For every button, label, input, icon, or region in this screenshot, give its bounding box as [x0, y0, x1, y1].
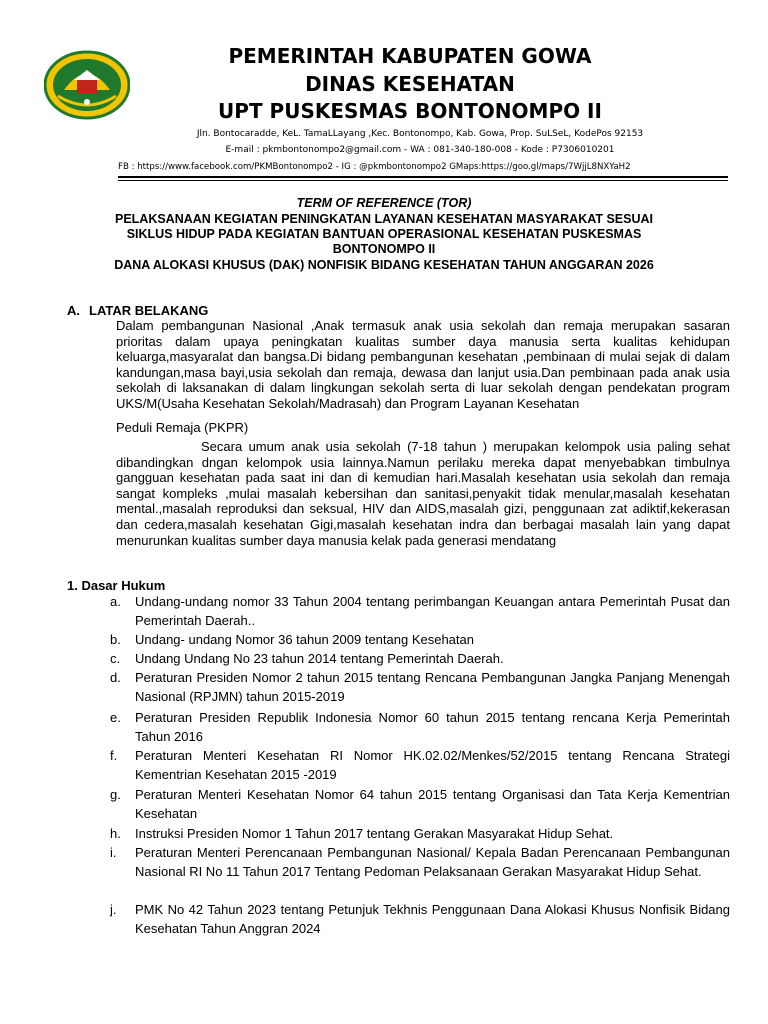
item-letter: b.: [110, 632, 121, 647]
item-letter: e.: [110, 710, 121, 725]
item-text: Undang- undang Nomor 36 tahun 2009 tentang Kesehatan: [135, 632, 474, 647]
legal-basis-item: [110, 668, 730, 706]
legal-basis-item: [110, 708, 730, 746]
item-letter: c.: [110, 651, 121, 666]
section-title: LATAR BELAKANG: [89, 303, 209, 318]
legal-basis-item: [110, 592, 730, 630]
item-letter: i.: [110, 845, 117, 860]
document-title-line: BONTONOMPO II: [332, 242, 436, 256]
document-title-line: DANA ALOKASI KHUSUS (DAK) NONFISIK BIDANG KESEHATAN TAHUN ANGGARAN 2026: [114, 258, 654, 272]
legal-basis-heading: 1. Dasar Hukum: [67, 578, 166, 593]
government-name: PEMERINTAH KABUPATEN GOWA: [228, 44, 592, 68]
puskesmas-name: UPT PUSKESMAS BONTONOMPO II: [218, 99, 602, 123]
gowa-emblem-logo: [44, 50, 130, 120]
item-text: Peraturan Menteri Kesehatan Nomor 64 tahun 2015 tentang Organisasi dan Tata Kerja Kementrian Kesehatan: [135, 787, 730, 821]
item-letter: j.: [110, 902, 117, 917]
legal-basis-item: [110, 785, 730, 823]
office-contact: E-mail : pkmbontonompo2@gmail.com - WA : 081-340-180-008 - Kode : P7306010201: [225, 145, 615, 155]
background-paragraph: Secara umum anak usia sekolah (7-18 tahun ) merupakan kelompok usia paling sehat dibandingkan dngan kelompok usia lainnya.Namun perilaku mereka dapat menyebabkan timbulnya gangguan kesehatan pada saat ini dan di kemudian hari.Masalah kesehatan usia sekolah dan remaja sangat kompleks ,mulai masalah kebersihan dan sanitasi,penyakit tidak menular,masalah kesehatan mental.,masalah reproduksi dan seksual, HIV dan AIDS,masalah gizi, penggunaan zat adiktif,kekerasan dan cedera,masalah kesehatan Gigi,masalah kesehatan indra dan berbagai masalah lain yang dapat menurunkan kualitas sumber daya manusia kelak pada generasi mendatang: [116, 439, 730, 548]
item-text: Undang-undang nomor 33 Tahun 2004 tentang perimbangan Keuangan antara Pemerintah Pusat dan Pemerintah Daerah..: [135, 594, 730, 628]
item-text: Peraturan Menteri Kesehatan RI Nomor HK.02.02/Menkes/52/2015 tentang Rencana Strategi Kementrian Kesehatan 2015 -2019: [135, 748, 730, 782]
legal-basis-item: [110, 649, 730, 668]
item-letter: f.: [110, 748, 118, 763]
legal-basis-item: [110, 630, 730, 649]
item-letter: a.: [110, 594, 121, 609]
item-text: Instruksi Presiden Nomor 1 Tahun 2017 tentang Gerakan Masyarakat Hidup Sehat.: [135, 826, 614, 841]
document-title-line: SIKLUS HIDUP PADA KEGIATAN BANTUAN OPERASIONAL KESEHATAN PUSKESMAS: [126, 227, 642, 241]
section-letter: A.: [67, 303, 80, 318]
office-address: Jln. Bontocaradde, KeL. TamaLLayang ,Kec. Bontonompo, Kab. Gowa, Prop. SuLSeL, KodePos 92153: [196, 129, 644, 139]
item-letter: h.: [110, 826, 121, 841]
item-text: PMK No 42 Tahun 2023 tentang Petunjuk Tekhnis Penggunaan Dana Alokasi Khusus Nonfisik Bidang Kesehatan Tahun Anggran 2024: [135, 902, 730, 936]
office-social-links: FB : https://www.facebook.com/PKMBontonompo2 - IG : @pkmbontonompo2 GMaps:https://goo.gl/maps/7WjjL8NXYaH2: [118, 162, 631, 172]
legal-basis-item: [110, 824, 730, 843]
legal-basis-item: [110, 746, 730, 784]
header-divider-thick: [118, 176, 728, 178]
background-paragraph: Peduli Remaja (PKPR): [116, 420, 249, 435]
legal-basis-item: [110, 843, 730, 881]
background-paragraph: Dalam pembangunan Nasional ,Anak termasuk anak usia sekolah dan remaja merupakan sasaran prioritas dalam upaya peningkatan kualitas sumber daya manusia serta kualitas kehidupan keluarga,masyaralat dan bangsa.Di bidang pembangunan kesehatan ,pembinaan di mulai sejak di dalam kandungan,masa bayi,usia sekolah dan remaja, dewasa dan lanjut usia.Dan pembinaan pada anak usia sekolah di laksanakan di dalam lingkungan sekolah serta di luar sekolah dengan pendekatan program UKS/M(Usaha Kesehatan Sekolah/Madrasah) dan Program Layanan Kesehatan: [116, 318, 730, 411]
item-text: Peraturan Presiden Nomor 2 tahun 2015 tentang Rencana Pembangunan Jangka Panjang Menengah Nasional (RPJMN) tahun 2015-2019: [135, 670, 730, 704]
item-letter: d.: [110, 670, 121, 685]
item-text: Undang Undang No 23 tahun 2014 tentang Pemerintah Daerah.: [135, 651, 504, 666]
item-letter: g.: [110, 787, 121, 802]
item-text: Peraturan Menteri Perencanaan Pembangunan Nasional/ Kepala Badan Perencanaan Pembangunan Nasional RI No 11 Tahun 2017 Tentang Pedoman Pelaksanaan Gerakan Masyarakat Hidup Sehat.: [135, 845, 730, 879]
document-title-line: PELAKSANAAN KEGIATAN PENINGKATAN LAYANAN KESEHATAN MASYARAKAT SESUAI: [114, 212, 653, 226]
legal-basis-item: [110, 900, 730, 938]
department-name: DINAS KESEHATAN: [305, 72, 515, 96]
header-divider-thin: [118, 180, 728, 181]
section-a-heading: [67, 303, 208, 318]
tor-label: TERM OF REFERENCE (TOR): [296, 196, 472, 210]
item-text: Peraturan Presiden Republik Indonesia Nomor 60 tahun 2015 tentang rencana Kerja Pemerintah Tahun 2016: [135, 710, 730, 744]
